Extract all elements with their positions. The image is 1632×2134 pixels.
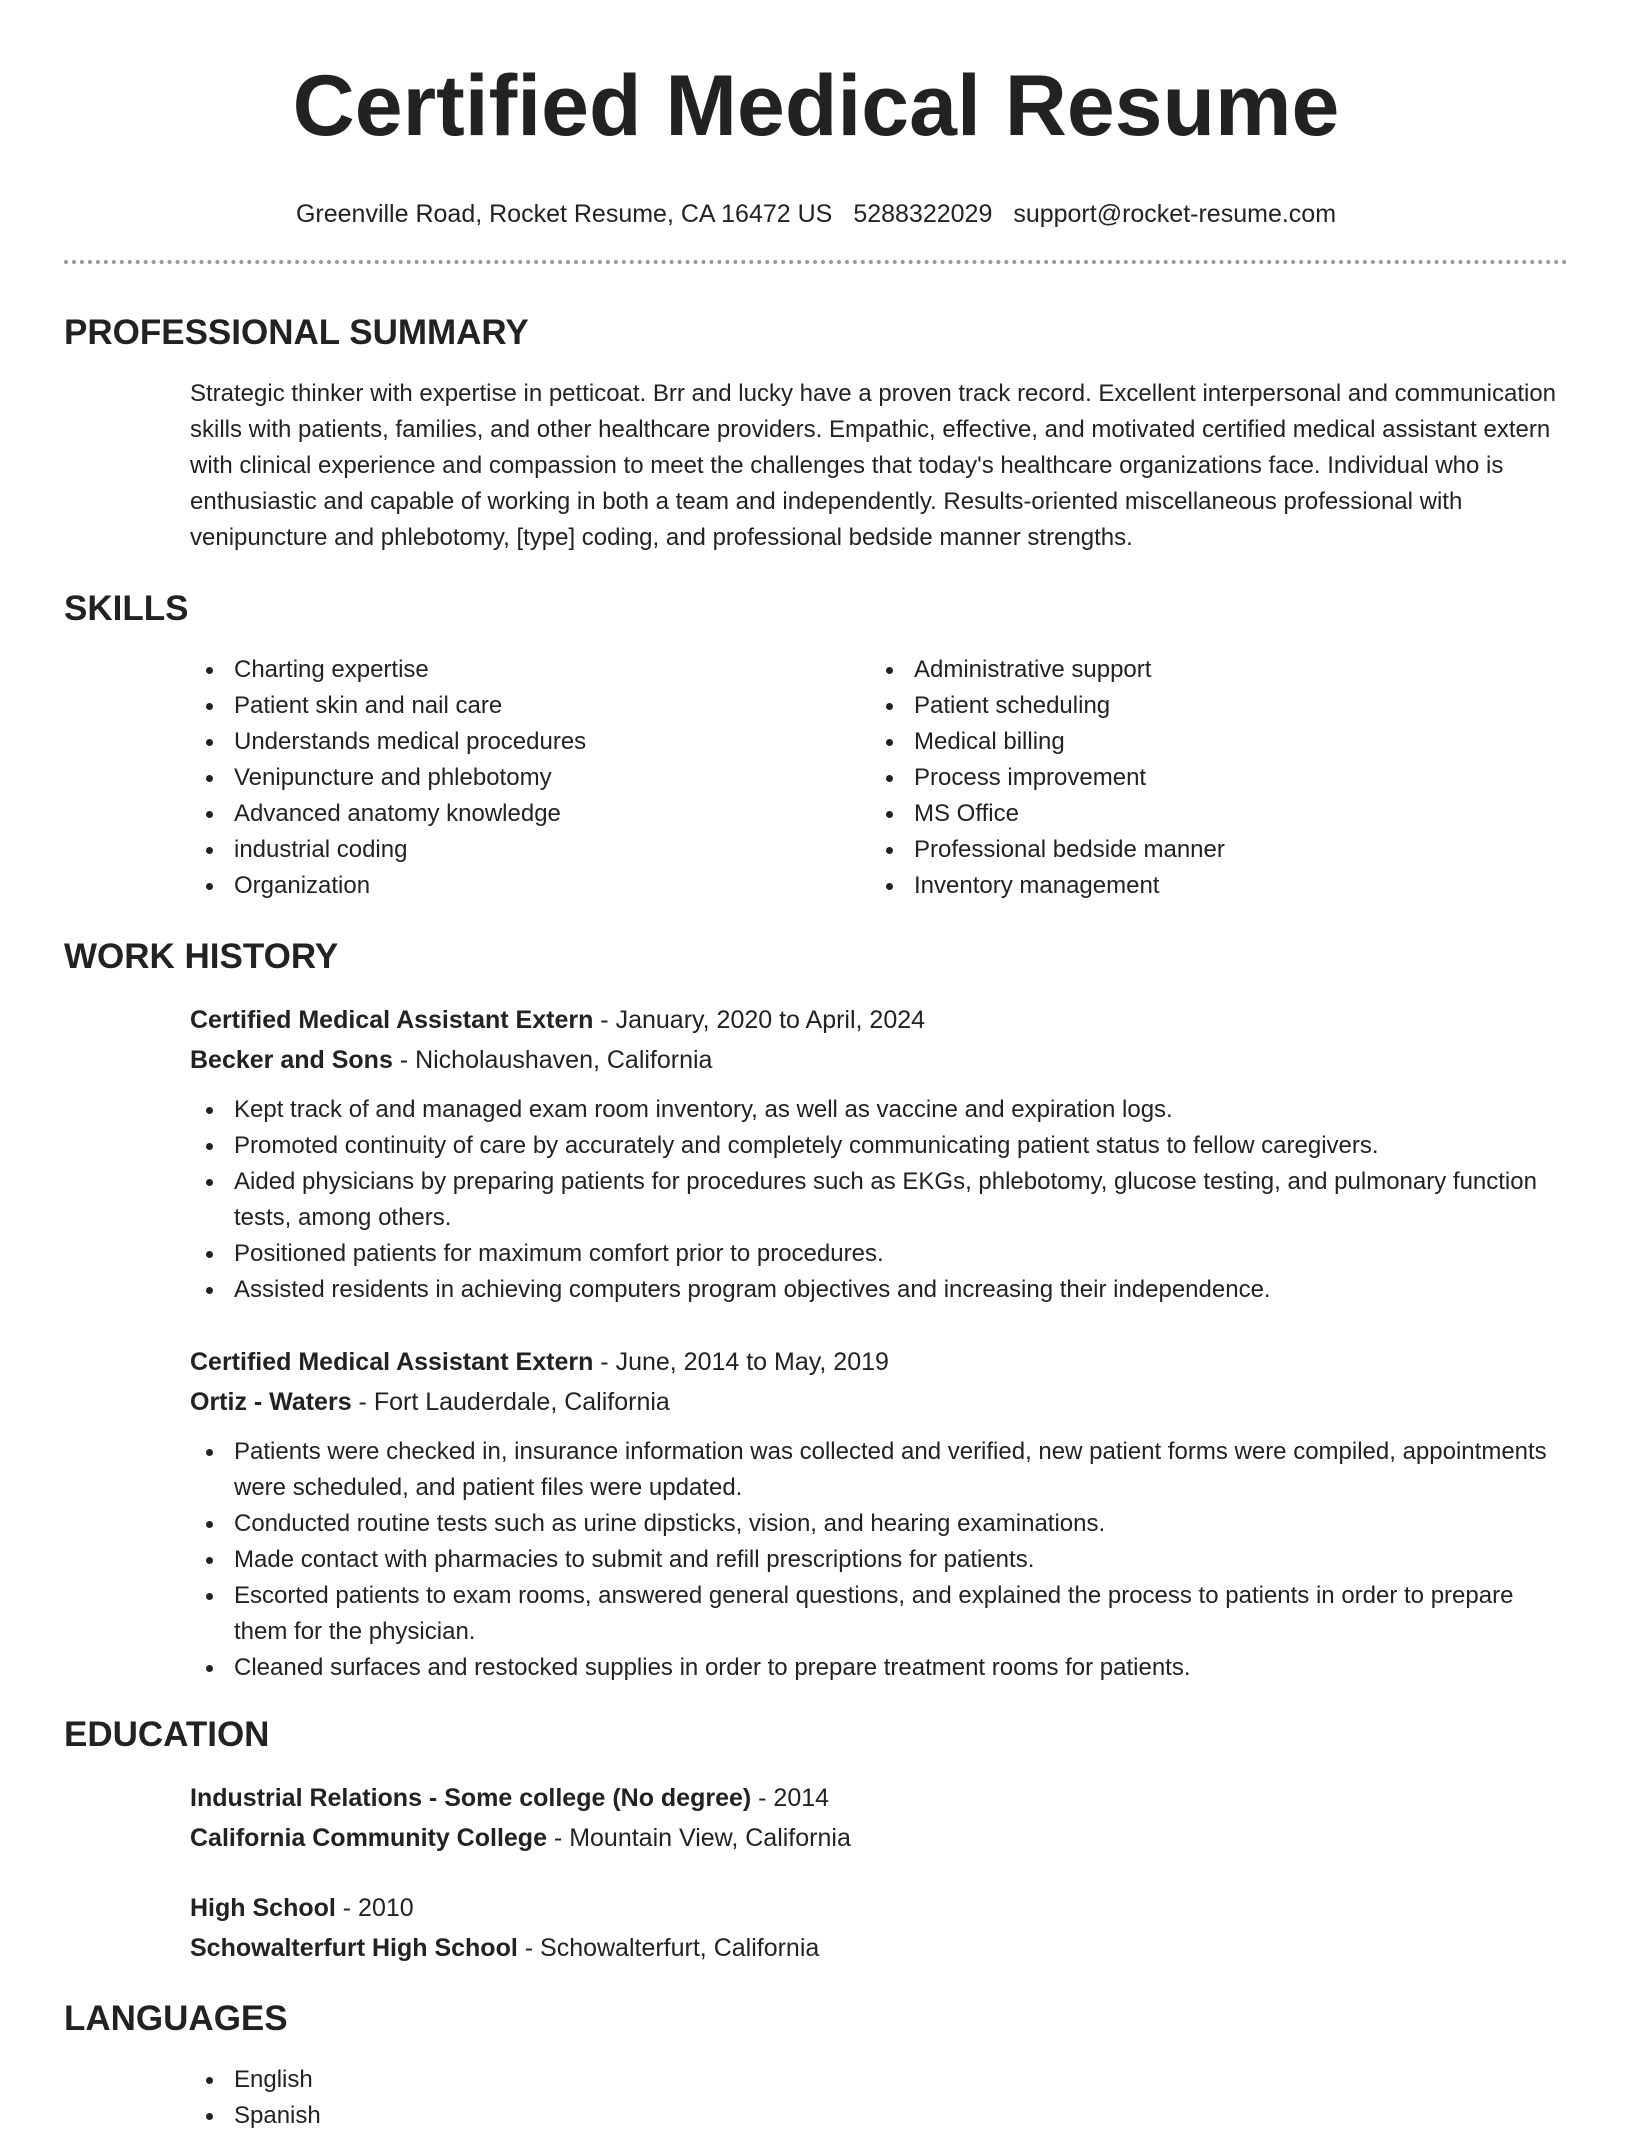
job-duty-item: Assisted residents in achieving computers program objectives and increasing their independence. xyxy=(190,1272,1568,1308)
skill-item: Advanced anatomy knowledge xyxy=(190,796,870,832)
education-school-line xyxy=(190,1928,1568,1968)
education-entry xyxy=(190,1778,1568,1858)
skill-item: Patient skin and nail care xyxy=(190,688,870,724)
skill-item: Administrative support xyxy=(870,652,1550,688)
skills-column-right xyxy=(870,652,1550,904)
education-school-line xyxy=(190,1818,1568,1858)
skill-item: Professional bedside manner xyxy=(870,832,1550,868)
education-entry xyxy=(190,1888,1568,1968)
job-dates: - June, 2014 to May, 2019 xyxy=(593,1348,889,1376)
skill-item: Venipuncture and phlebotomy xyxy=(190,760,870,796)
job-duties xyxy=(190,1092,1568,1308)
skill-item: Medical billing xyxy=(870,724,1550,760)
contact-address: Greenville Road, Rocket Resume, CA 16472 US xyxy=(295,200,833,228)
job-entry xyxy=(190,1342,1568,1686)
section-title-languages: LANGUAGES xyxy=(64,1999,288,2038)
header-divider xyxy=(64,260,1568,264)
skill-item: Understands medical procedures xyxy=(190,724,870,760)
resume-name: Certified Medical Resume xyxy=(292,58,1340,154)
job-location: - Fort Lauderdale, California xyxy=(351,1388,670,1416)
skills-list xyxy=(190,652,1568,904)
skill-item: industrial coding xyxy=(190,832,870,868)
job-dates: - January, 2020 to April, 2024 xyxy=(593,1006,926,1034)
education-degree: High School xyxy=(190,1894,336,1922)
job-duty-item: Escorted patients to exam rooms, answered general questions, and explained the process to patients in order to prepare them for the physician. xyxy=(190,1578,1568,1650)
skill-item: Inventory management xyxy=(870,868,1550,904)
language-item: English xyxy=(190,2062,1568,2098)
job-position: Certified Medical Assistant Extern xyxy=(190,1006,594,1034)
job-duty-item: Positioned patients for maximum comfort prior to procedures. xyxy=(190,1236,1568,1272)
section-title-summary: PROFESSIONAL SUMMARY xyxy=(64,313,529,352)
job-duty-item: Cleaned surfaces and restocked supplies in order to prepare treatment rooms for patients. xyxy=(190,1650,1568,1686)
education-year: - 2014 xyxy=(751,1784,830,1812)
job-company: Becker and Sons xyxy=(190,1046,393,1074)
skill-item: MS Office xyxy=(870,796,1550,832)
job-company-line xyxy=(190,1382,1568,1422)
skill-item: Organization xyxy=(190,868,870,904)
job-position: Certified Medical Assistant Extern xyxy=(190,1348,594,1376)
languages-list xyxy=(190,2062,1568,2134)
contact-line xyxy=(64,198,1568,230)
section-title-education: EDUCATION xyxy=(64,1715,270,1754)
job-duty-item: Conducted routine tests such as urine dipsticks, vision, and hearing examinations. xyxy=(190,1506,1568,1542)
contact-phone: 5288322029 xyxy=(853,200,993,228)
skill-item: Process improvement xyxy=(870,760,1550,796)
job-duties xyxy=(190,1434,1568,1686)
language-item: Spanish xyxy=(190,2098,1568,2134)
job-title-line xyxy=(190,1000,1568,1040)
job-duty-item: Promoted continuity of care by accurately and completely communicating patient status to fellow caregivers. xyxy=(190,1128,1568,1164)
job-duty-item: Aided physicians by preparing patients for procedures such as EKGs, phlebotomy, glucose testing, and pulmonary function tests, among others. xyxy=(190,1164,1568,1236)
section-title-work-history: WORK HISTORY xyxy=(64,937,339,976)
education-location: - Mountain View, California xyxy=(546,1824,851,1852)
education-school: California Community College xyxy=(190,1824,547,1852)
job-entry xyxy=(190,1000,1568,1308)
job-location: - Nicholaushaven, California xyxy=(392,1046,713,1074)
education-location: - Schowalterfurt, California xyxy=(517,1934,820,1962)
job-duty-item: Kept track of and managed exam room inventory, as well as vaccine and expiration logs. xyxy=(190,1092,1568,1128)
job-duty-item: Patients were checked in, insurance information was collected and verified, new patient forms were compiled, appointments were scheduled, and patient files were updated. xyxy=(190,1434,1568,1506)
job-duty-item: Made contact with pharmacies to submit and refill prescriptions for patients. xyxy=(190,1542,1568,1578)
summary-text: Strategic thinker with expertise in petticoat. Brr and lucky have a proven track record. Excellent interpersonal and communication skills with patients, families, and other healthcare providers. Empathic, effective, and motivated certified medical assistant extern with clinical experience and compassion to meet the challenges that today's healthcare organizations face. Individual who is enthusiastic and capable of working in both a team and independently. Results-oriented miscellaneous professional with venipuncture and phlebotomy, [type] coding, and professional bedside manner strengths. xyxy=(190,380,1557,551)
job-company: Ortiz - Waters xyxy=(190,1388,352,1416)
education-degree-line xyxy=(190,1888,1568,1928)
education-degree-line xyxy=(190,1778,1568,1818)
skills-column-left xyxy=(190,652,870,904)
education-degree: Industrial Relations - Some college (No degree) xyxy=(190,1784,752,1812)
job-title-line xyxy=(190,1342,1568,1382)
job-company-line xyxy=(190,1040,1568,1080)
education-year: - 2010 xyxy=(335,1894,414,1922)
skill-item: Charting expertise xyxy=(190,652,870,688)
section-title-skills: SKILLS xyxy=(64,589,189,628)
skill-item: Patient scheduling xyxy=(870,688,1550,724)
contact-email: support@rocket-resume.com xyxy=(1013,200,1337,228)
education-school: Schowalterfurt High School xyxy=(190,1934,518,1962)
